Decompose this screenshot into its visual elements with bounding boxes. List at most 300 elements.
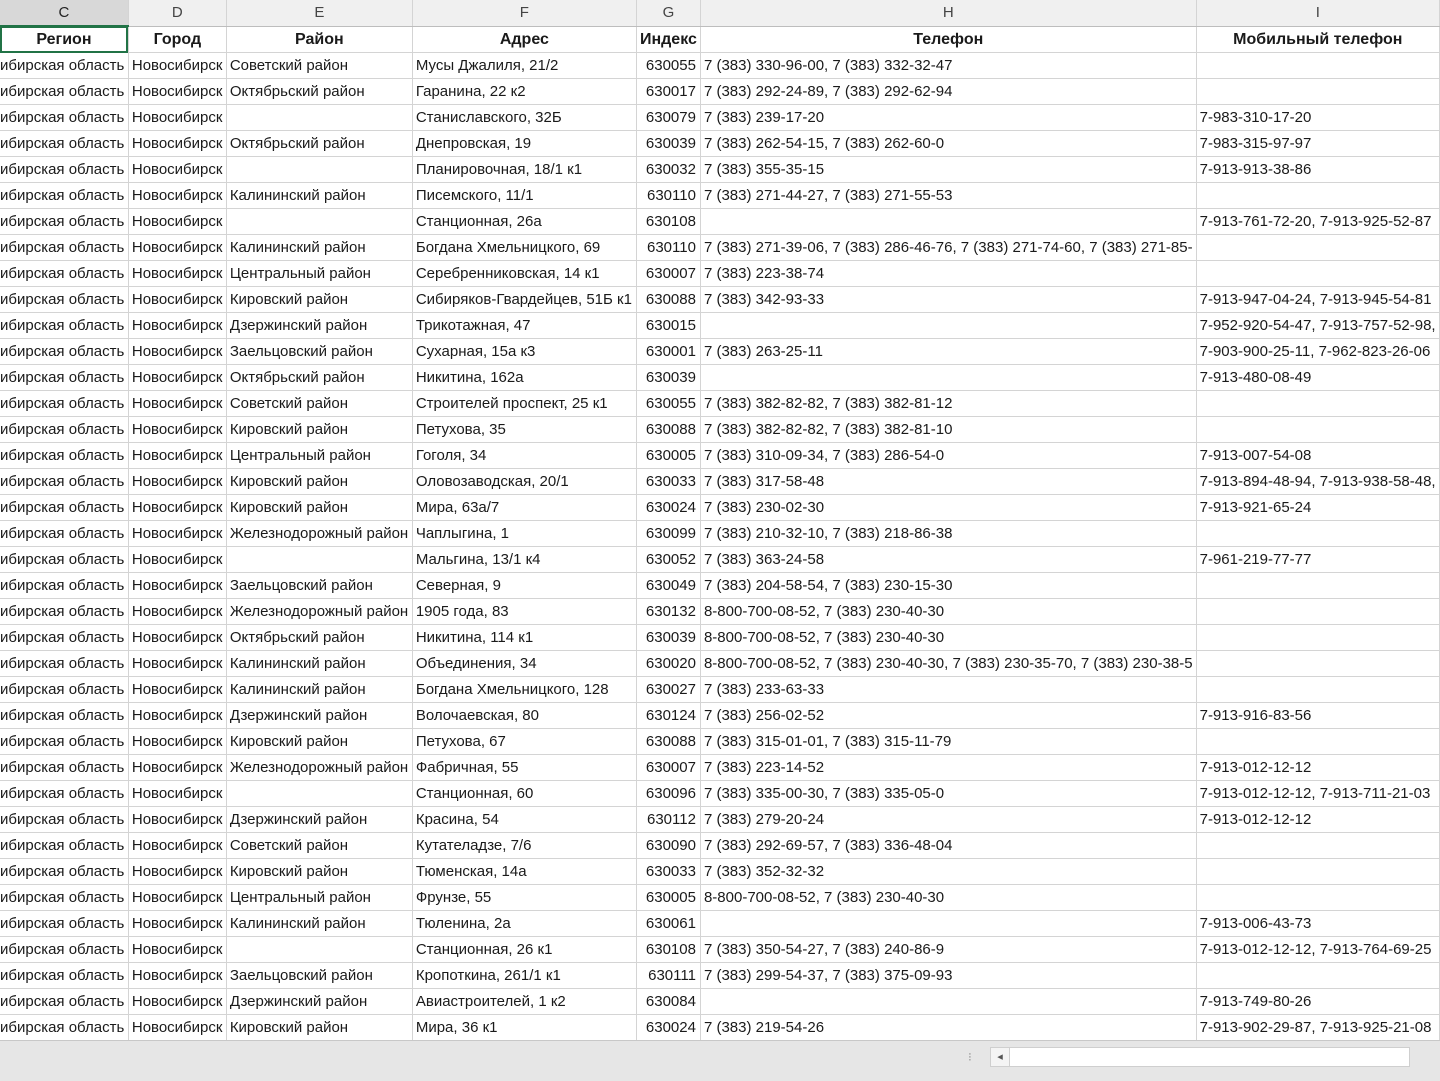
cell-region[interactable]: ибирская область — [0, 1015, 128, 1041]
cell-region[interactable]: ибирская область — [0, 261, 128, 287]
cell-address[interactable]: Никитина, 162а — [412, 365, 636, 391]
cell-address[interactable]: Мусы Джалиля, 21/2 — [412, 53, 636, 79]
cell-district[interactable] — [226, 937, 412, 963]
cell-region[interactable]: ибирская область — [0, 235, 128, 261]
cell-region[interactable]: ибирская область — [0, 859, 128, 885]
cell-city[interactable]: Новосибирск — [128, 833, 226, 859]
cell-district[interactable]: Дзержинский район — [226, 989, 412, 1015]
cell-mobile[interactable] — [1196, 885, 1439, 911]
arrow-left-icon[interactable]: ◂ — [991, 1048, 1010, 1066]
cell-index[interactable]: 630088 — [636, 729, 700, 755]
cell-region[interactable]: ибирская область — [0, 131, 128, 157]
cell-district[interactable]: Кировский район — [226, 859, 412, 885]
cell-mobile[interactable] — [1196, 183, 1439, 209]
cell-district[interactable]: Советский район — [226, 391, 412, 417]
cell-district[interactable]: Октябрьский район — [226, 79, 412, 105]
cell-district[interactable]: Железнодорожный район — [226, 755, 412, 781]
cell-region[interactable]: ибирская область — [0, 339, 128, 365]
cell-city[interactable]: Новосибирск — [128, 443, 226, 469]
cell-region[interactable]: ибирская область — [0, 911, 128, 937]
cell-phone[interactable]: 7 (383) 292-69-57, 7 (383) 336-48-04 — [700, 833, 1196, 859]
cell-mobile[interactable]: 7-913-012-12-12, 7-913-764-69-25 — [1196, 937, 1439, 963]
cell-mobile[interactable] — [1196, 833, 1439, 859]
field-header-index[interactable]: Индекс — [636, 26, 700, 53]
cell-district[interactable] — [226, 781, 412, 807]
cell-phone[interactable]: 7 (383) 330-96-00, 7 (383) 332-32-47 — [700, 53, 1196, 79]
cell-phone[interactable]: 7 (383) 350-54-27, 7 (383) 240-86-9 — [700, 937, 1196, 963]
cell-phone[interactable]: 7 (383) 352-32-32 — [700, 859, 1196, 885]
cell-region[interactable]: ибирская область — [0, 443, 128, 469]
cell-address[interactable]: Мальгина, 13/1 к4 — [412, 547, 636, 573]
table-row — [0, 79, 1440, 105]
cell-region[interactable]: ибирская область — [0, 521, 128, 547]
cell-phone[interactable]: 7 (383) 263-25-11 — [700, 339, 1196, 365]
cell-address[interactable]: Волочаевская, 80 — [412, 703, 636, 729]
cell-mobile[interactable]: 7-983-310-17-20 — [1196, 105, 1439, 131]
cell-district[interactable]: Кировский район — [226, 729, 412, 755]
field-header-district[interactable]: Район — [226, 26, 412, 53]
cell-address[interactable]: Фрунзе, 55 — [412, 885, 636, 911]
cell-index[interactable]: 630055 — [636, 391, 700, 417]
cell-index[interactable]: 630001 — [636, 339, 700, 365]
cell-district[interactable]: Калининский район — [226, 183, 412, 209]
cell-phone[interactable]: 7 (383) 342-93-33 — [700, 287, 1196, 313]
cell-city[interactable]: Новосибирск — [128, 677, 226, 703]
cell-address[interactable]: Богдана Хмельницкого, 128 — [412, 677, 636, 703]
cell-mobile[interactable] — [1196, 599, 1439, 625]
cell-address[interactable]: Днепровская, 19 — [412, 131, 636, 157]
cell-mobile[interactable] — [1196, 261, 1439, 287]
cell-phone[interactable]: 7 (383) 271-39-06, 7 (383) 286-46-76, 7 (383) 271-74-60, 7 (383) 271-85- — [700, 235, 1196, 261]
cell-mobile[interactable] — [1196, 79, 1439, 105]
cell-region[interactable]: ибирская область — [0, 469, 128, 495]
cell-address[interactable]: Трикотажная, 47 — [412, 313, 636, 339]
cell-phone[interactable]: 7 (383) 271-44-27, 7 (383) 271-55-53 — [700, 183, 1196, 209]
cell-address[interactable]: Гаранина, 22 к2 — [412, 79, 636, 105]
cell-city[interactable]: Новосибирск — [128, 599, 226, 625]
cell-mobile[interactable] — [1196, 625, 1439, 651]
cell-mobile[interactable] — [1196, 729, 1439, 755]
cell-city[interactable]: Новосибирск — [128, 937, 226, 963]
cell-mobile[interactable]: 7-913-761-72-20, 7-913-925-52-87 — [1196, 209, 1439, 235]
cell-mobile[interactable] — [1196, 417, 1439, 443]
horizontal-scrollbar[interactable] — [990, 1047, 1410, 1067]
cell-region[interactable]: ибирская область — [0, 313, 128, 339]
cell-index[interactable]: 630096 — [636, 781, 700, 807]
table-row — [0, 807, 1440, 833]
cell-district[interactable]: Железнодорожный район — [226, 521, 412, 547]
cell-district[interactable]: Кировский район — [226, 469, 412, 495]
table-row — [0, 729, 1440, 755]
cell-index[interactable]: 630024 — [636, 1015, 700, 1041]
field-header-city[interactable]: Город — [128, 26, 226, 53]
cell-district[interactable]: Октябрьский район — [226, 365, 412, 391]
cell-mobile[interactable]: 7-913-480-08-49 — [1196, 365, 1439, 391]
field-header-phone[interactable]: Телефон — [700, 26, 1196, 53]
cell-address[interactable]: Мира, 63а/7 — [412, 495, 636, 521]
cell-district[interactable]: Дзержинский район — [226, 807, 412, 833]
cell-region[interactable]: ибирская область — [0, 209, 128, 235]
cell-phone[interactable] — [700, 209, 1196, 235]
cell-mobile[interactable]: 7-913-012-12-12 — [1196, 755, 1439, 781]
cell-phone[interactable]: 7 (383) 279-20-24 — [700, 807, 1196, 833]
cell-index[interactable]: 630124 — [636, 703, 700, 729]
cell-city[interactable]: Новосибирск — [128, 625, 226, 651]
cell-region[interactable]: ибирская область — [0, 833, 128, 859]
table-row — [0, 183, 1440, 209]
cell-index[interactable]: 630110 — [636, 183, 700, 209]
cell-district[interactable]: Кировский район — [226, 495, 412, 521]
cell-address[interactable]: Сибиряков-Гвардейцев, 51Б к1 — [412, 287, 636, 313]
cell-index[interactable]: 630033 — [636, 469, 700, 495]
cell-city[interactable]: Новосибирск — [128, 209, 226, 235]
cell-district[interactable] — [226, 105, 412, 131]
cell-index[interactable]: 630024 — [636, 495, 700, 521]
table-row — [0, 755, 1440, 781]
cell-region[interactable]: ибирская область — [0, 677, 128, 703]
cell-index[interactable]: 630088 — [636, 417, 700, 443]
scrollbar-thumb[interactable] — [1013, 1051, 1393, 1063]
cell-phone[interactable]: 7 (383) 233-63-33 — [700, 677, 1196, 703]
cell-index[interactable]: 630099 — [636, 521, 700, 547]
cell-city[interactable]: Новосибирск — [128, 911, 226, 937]
cell-mobile[interactable]: 7-913-012-12-12 — [1196, 807, 1439, 833]
cell-index[interactable]: 630005 — [636, 443, 700, 469]
column-header-g[interactable]: G — [636, 0, 700, 26]
cell-mobile[interactable] — [1196, 573, 1439, 599]
cell-phone[interactable]: 7 (383) 230-02-30 — [700, 495, 1196, 521]
cell-city[interactable]: Новосибирск — [128, 547, 226, 573]
cell-index[interactable]: 630033 — [636, 859, 700, 885]
cell-mobile[interactable] — [1196, 859, 1439, 885]
cell-city[interactable]: Новосибирск — [128, 703, 226, 729]
cell-region[interactable]: ибирская область — [0, 417, 128, 443]
cell-phone[interactable]: 7 (383) 299-54-37, 7 (383) 375-09-93 — [700, 963, 1196, 989]
cell-city[interactable]: Новосибирск — [128, 469, 226, 495]
column-header-d[interactable]: D — [128, 0, 226, 26]
cell-mobile[interactable]: 7-903-900-25-11, 7-962-823-26-06 — [1196, 339, 1439, 365]
cell-phone[interactable]: 7 (383) 219-54-26 — [700, 1015, 1196, 1041]
cell-phone[interactable]: 7 (383) 256-02-52 — [700, 703, 1196, 729]
table-row — [0, 651, 1440, 677]
cell-index[interactable]: 630088 — [636, 287, 700, 313]
cell-district[interactable] — [226, 547, 412, 573]
cell-index[interactable]: 630090 — [636, 833, 700, 859]
cell-region[interactable]: ибирская область — [0, 365, 128, 391]
cell-address[interactable]: Тюленина, 2а — [412, 911, 636, 937]
cell-address[interactable]: Сухарная, 15а к3 — [412, 339, 636, 365]
cell-index[interactable]: 630111 — [636, 963, 700, 989]
cell-mobile[interactable] — [1196, 53, 1439, 79]
cell-address[interactable]: Никитина, 114 к1 — [412, 625, 636, 651]
cell-address[interactable]: Оловозаводская, 20/1 — [412, 469, 636, 495]
cell-city[interactable]: Новосибирск — [128, 391, 226, 417]
column-header-e[interactable]: E — [226, 0, 412, 26]
cell-phone[interactable]: 7 (383) 382-82-82, 7 (383) 382-81-10 — [700, 417, 1196, 443]
cell-phone[interactable]: 7 (383) 315-01-01, 7 (383) 315-11-79 — [700, 729, 1196, 755]
cell-address[interactable]: Петухова, 35 — [412, 417, 636, 443]
cell-phone[interactable] — [700, 313, 1196, 339]
cell-phone[interactable]: 7 (383) 292-24-89, 7 (383) 292-62-94 — [700, 79, 1196, 105]
cell-district[interactable]: Кировский район — [226, 1015, 412, 1041]
cell-mobile[interactable]: 7-961-219-77-77 — [1196, 547, 1439, 573]
cell-city[interactable]: Новосибирск — [128, 573, 226, 599]
cell-index[interactable]: 630108 — [636, 209, 700, 235]
cell-district[interactable]: Кировский район — [226, 287, 412, 313]
cell-address[interactable]: Станиславского, 32Б — [412, 105, 636, 131]
cell-phone[interactable]: 7 (383) 382-82-82, 7 (383) 382-81-12 — [700, 391, 1196, 417]
cell-mobile[interactable]: 7-913-913-38-86 — [1196, 157, 1439, 183]
cell-region[interactable]: ибирская область — [0, 781, 128, 807]
cell-city[interactable]: Новосибирск — [128, 79, 226, 105]
cell-district[interactable]: Калининский район — [226, 677, 412, 703]
cell-district[interactable]: Кировский район — [226, 417, 412, 443]
cell-region[interactable]: ибирская область — [0, 989, 128, 1015]
column-header-c[interactable]: C — [0, 0, 128, 26]
cell-city[interactable]: Новосибирск — [128, 131, 226, 157]
cell-region[interactable]: ибирская область — [0, 599, 128, 625]
cell-region[interactable]: ибирская область — [0, 79, 128, 105]
cell-phone[interactable]: 7 (383) 363-24-58 — [700, 547, 1196, 573]
cell-city[interactable]: Новосибирск — [128, 885, 226, 911]
cell-address[interactable]: Мира, 36 к1 — [412, 1015, 636, 1041]
cell-district[interactable]: Калининский район — [226, 651, 412, 677]
cell-address[interactable]: Красина, 54 — [412, 807, 636, 833]
cell-city[interactable]: Новосибирск — [128, 963, 226, 989]
cell-index[interactable]: 630017 — [636, 79, 700, 105]
cell-city[interactable]: Новосибирск — [128, 729, 226, 755]
cell-region[interactable]: ибирская область — [0, 495, 128, 521]
cell-index[interactable]: 630039 — [636, 131, 700, 157]
cell-index[interactable]: 630112 — [636, 807, 700, 833]
cell-district[interactable]: Заельцовский район — [226, 339, 412, 365]
cell-mobile[interactable]: 7-952-920-54-47, 7-913-757-52-98, — [1196, 313, 1439, 339]
cell-address[interactable]: Тюменская, 14а — [412, 859, 636, 885]
cell-index[interactable]: 630039 — [636, 625, 700, 651]
cell-region[interactable]: ибирская область — [0, 625, 128, 651]
cell-city[interactable]: Новосибирск — [128, 859, 226, 885]
cell-city[interactable]: Новосибирск — [128, 287, 226, 313]
column-header-i[interactable]: I — [1196, 0, 1439, 26]
cell-mobile[interactable]: 7-913-006-43-73 — [1196, 911, 1439, 937]
cell-district[interactable]: Советский район — [226, 833, 412, 859]
cell-address[interactable]: Серебренниковская, 14 к1 — [412, 261, 636, 287]
cell-phone[interactable]: 8-800-700-08-52, 7 (383) 230-40-30, 7 (383) 230-35-70, 7 (383) 230-38-5 — [700, 651, 1196, 677]
cell-address[interactable]: Чаплыгина, 1 — [412, 521, 636, 547]
cell-city[interactable]: Новосибирск — [128, 755, 226, 781]
table-row — [0, 833, 1440, 859]
scrollbar-end — [1418, 1049, 1438, 1067]
cell-region[interactable]: ибирская область — [0, 105, 128, 131]
cell-city[interactable]: Новосибирск — [128, 807, 226, 833]
cell-phone[interactable] — [700, 365, 1196, 391]
cell-district[interactable]: Октябрьский район — [226, 131, 412, 157]
cell-mobile[interactable] — [1196, 235, 1439, 261]
cell-phone[interactable]: 7 (383) 223-38-74 — [700, 261, 1196, 287]
cell-address[interactable]: Гоголя, 34 — [412, 443, 636, 469]
cell-address[interactable]: Кропоткина, 261/1 к1 — [412, 963, 636, 989]
cell-index[interactable]: 630055 — [636, 53, 700, 79]
cell-city[interactable]: Новосибирск — [128, 105, 226, 131]
cell-phone[interactable]: 7 (383) 262-54-15, 7 (383) 262-60-0 — [700, 131, 1196, 157]
cell-region[interactable]: ибирская область — [0, 53, 128, 79]
cell-city[interactable]: Новосибирск — [128, 53, 226, 79]
cell-region[interactable]: ибирская область — [0, 391, 128, 417]
cell-region[interactable]: ибирская область — [0, 287, 128, 313]
cell-region[interactable]: ибирская область — [0, 573, 128, 599]
cell-mobile[interactable]: 7-913-012-12-12, 7-913-711-21-03 — [1196, 781, 1439, 807]
cell-index[interactable]: 630110 — [636, 235, 700, 261]
cell-address[interactable]: Станционная, 26а — [412, 209, 636, 235]
cell-mobile[interactable]: 7-913-894-48-94, 7-913-938-58-48, — [1196, 469, 1439, 495]
cell-region[interactable]: ибирская область — [0, 651, 128, 677]
cell-index[interactable]: 630005 — [636, 885, 700, 911]
cell-district[interactable]: Заельцовский район — [226, 573, 412, 599]
cell-address[interactable]: Фабричная, 55 — [412, 755, 636, 781]
cell-index[interactable]: 630027 — [636, 677, 700, 703]
cell-district[interactable]: Центральный район — [226, 443, 412, 469]
cell-index[interactable]: 630007 — [636, 755, 700, 781]
cell-index[interactable]: 630132 — [636, 599, 700, 625]
cell-district[interactable]: Советский район — [226, 53, 412, 79]
cell-mobile[interactable]: 7-913-007-54-08 — [1196, 443, 1439, 469]
cell-address[interactable]: Богдана Хмельницкого, 69 — [412, 235, 636, 261]
field-header-mobile[interactable]: Мобильный телефон — [1196, 26, 1439, 53]
cell-mobile[interactable]: 7-913-916-83-56 — [1196, 703, 1439, 729]
cell-district[interactable]: Калининский район — [226, 911, 412, 937]
cell-phone[interactable]: 7 (383) 204-58-54, 7 (383) 230-15-30 — [700, 573, 1196, 599]
cell-index[interactable]: 630039 — [636, 365, 700, 391]
cell-phone[interactable]: 8-800-700-08-52, 7 (383) 230-40-30 — [700, 885, 1196, 911]
cell-city[interactable]: Новосибирск — [128, 417, 226, 443]
cell-city[interactable]: Новосибирск — [128, 313, 226, 339]
cell-district[interactable]: Калининский район — [226, 235, 412, 261]
cell-city[interactable]: Новосибирск — [128, 365, 226, 391]
table-row — [0, 261, 1440, 287]
cell-district[interactable] — [226, 157, 412, 183]
table-row — [0, 963, 1440, 989]
cell-city[interactable]: Новосибирск — [128, 989, 226, 1015]
cell-phone[interactable]: 8-800-700-08-52, 7 (383) 230-40-30 — [700, 625, 1196, 651]
cell-city[interactable]: Новосибирск — [128, 781, 226, 807]
cell-district[interactable]: Дзержинский район — [226, 703, 412, 729]
cell-index[interactable]: 630052 — [636, 547, 700, 573]
cell-index[interactable]: 630020 — [636, 651, 700, 677]
cell-region[interactable]: ибирская область — [0, 703, 128, 729]
cell-phone[interactable]: 7 (383) 335-00-30, 7 (383) 335-05-0 — [700, 781, 1196, 807]
cell-district[interactable]: Дзержинский район — [226, 313, 412, 339]
cell-address[interactable]: Строителей проспект, 25 к1 — [412, 391, 636, 417]
table-row — [0, 105, 1440, 131]
cell-mobile[interactable]: 7-913-902-29-87, 7-913-925-21-08 — [1196, 1015, 1439, 1041]
column-header-h[interactable]: H — [700, 0, 1196, 26]
cell-region[interactable]: ибирская область — [0, 807, 128, 833]
cell-district[interactable]: Центральный район — [226, 261, 412, 287]
cell-phone[interactable]: 8-800-700-08-52, 7 (383) 230-40-30 — [700, 599, 1196, 625]
cell-mobile[interactable] — [1196, 677, 1439, 703]
cell-phone[interactable] — [700, 911, 1196, 937]
cell-city[interactable]: Новосибирск — [128, 521, 226, 547]
cell-index[interactable]: 630061 — [636, 911, 700, 937]
table-row — [0, 495, 1440, 521]
cell-district[interactable]: Заельцовский район — [226, 963, 412, 989]
cell-city[interactable]: Новосибирск — [128, 183, 226, 209]
cell-region[interactable]: ибирская область — [0, 885, 128, 911]
split-grip-icon[interactable]: ⁝ — [968, 1050, 972, 1064]
cell-address[interactable]: Авиастроителей, 1 к2 — [412, 989, 636, 1015]
cell-mobile[interactable]: 7-913-749-80-26 — [1196, 989, 1439, 1015]
cell-district[interactable]: Центральный район — [226, 885, 412, 911]
cell-address[interactable]: Северная, 9 — [412, 573, 636, 599]
cell-mobile[interactable]: 7-983-315-97-97 — [1196, 131, 1439, 157]
cell-district[interactable] — [226, 209, 412, 235]
cell-index[interactable]: 630007 — [636, 261, 700, 287]
cell-city[interactable]: Новосибирск — [128, 495, 226, 521]
cell-address[interactable]: Станционная, 60 — [412, 781, 636, 807]
cell-index[interactable]: 630032 — [636, 157, 700, 183]
table-row — [0, 521, 1440, 547]
cell-region[interactable]: ибирская область — [0, 547, 128, 573]
cell-city[interactable]: Новосибирск — [128, 261, 226, 287]
cell-address[interactable]: Объединения, 34 — [412, 651, 636, 677]
cell-index[interactable]: 630079 — [636, 105, 700, 131]
cell-city[interactable]: Новосибирск — [128, 339, 226, 365]
sheet-bottom-bar — [0, 1040, 1440, 1081]
cell-phone[interactable]: 7 (383) 223-14-52 — [700, 755, 1196, 781]
cell-phone[interactable]: 7 (383) 310-09-34, 7 (383) 286-54-0 — [700, 443, 1196, 469]
cell-phone[interactable] — [700, 989, 1196, 1015]
cell-phone[interactable]: 7 (383) 239-17-20 — [700, 105, 1196, 131]
cell-address[interactable]: Планировочная, 18/1 к1 — [412, 157, 636, 183]
field-header-region[interactable]: Регион — [0, 26, 128, 53]
cell-mobile[interactable] — [1196, 651, 1439, 677]
cell-district[interactable]: Железнодорожный район — [226, 599, 412, 625]
cell-mobile[interactable] — [1196, 521, 1439, 547]
cell-region[interactable]: ибирская область — [0, 729, 128, 755]
cell-city[interactable]: Новосибирск — [128, 651, 226, 677]
cell-region[interactable]: ибирская область — [0, 937, 128, 963]
cell-mobile[interactable] — [1196, 391, 1439, 417]
table-row — [0, 781, 1440, 807]
cell-phone[interactable]: 7 (383) 210-32-10, 7 (383) 218-86-38 — [700, 521, 1196, 547]
cell-mobile[interactable]: 7-913-947-04-24, 7-913-945-54-81 — [1196, 287, 1439, 313]
cell-region[interactable]: ибирская область — [0, 157, 128, 183]
cell-index[interactable]: 630084 — [636, 989, 700, 1015]
cell-district[interactable]: Октябрьский район — [226, 625, 412, 651]
table-row — [0, 157, 1440, 183]
cell-index[interactable]: 630015 — [636, 313, 700, 339]
cell-address[interactable]: 1905 года, 83 — [412, 599, 636, 625]
cell-mobile[interactable] — [1196, 963, 1439, 989]
cell-index[interactable]: 630108 — [636, 937, 700, 963]
cell-city[interactable]: Новосибирск — [128, 1015, 226, 1041]
cell-city[interactable]: Новосибирск — [128, 235, 226, 261]
cell-address[interactable]: Кутателадзе, 7/6 — [412, 833, 636, 859]
cell-address[interactable]: Станционная, 26 к1 — [412, 937, 636, 963]
column-header-f[interactable]: F — [412, 0, 636, 26]
cell-region[interactable]: ибирская область — [0, 963, 128, 989]
cell-index[interactable]: 630049 — [636, 573, 700, 599]
field-header-address[interactable]: Адрес — [412, 26, 636, 53]
cell-phone[interactable]: 7 (383) 317-58-48 — [700, 469, 1196, 495]
cell-city[interactable]: Новосибирск — [128, 157, 226, 183]
cell-address[interactable]: Писемского, 11/1 — [412, 183, 636, 209]
cell-phone[interactable]: 7 (383) 355-35-15 — [700, 157, 1196, 183]
cell-address[interactable]: Петухова, 67 — [412, 729, 636, 755]
cell-mobile[interactable]: 7-913-921-65-24 — [1196, 495, 1439, 521]
cell-region[interactable]: ибирская область — [0, 755, 128, 781]
cell-region[interactable]: ибирская область — [0, 183, 128, 209]
